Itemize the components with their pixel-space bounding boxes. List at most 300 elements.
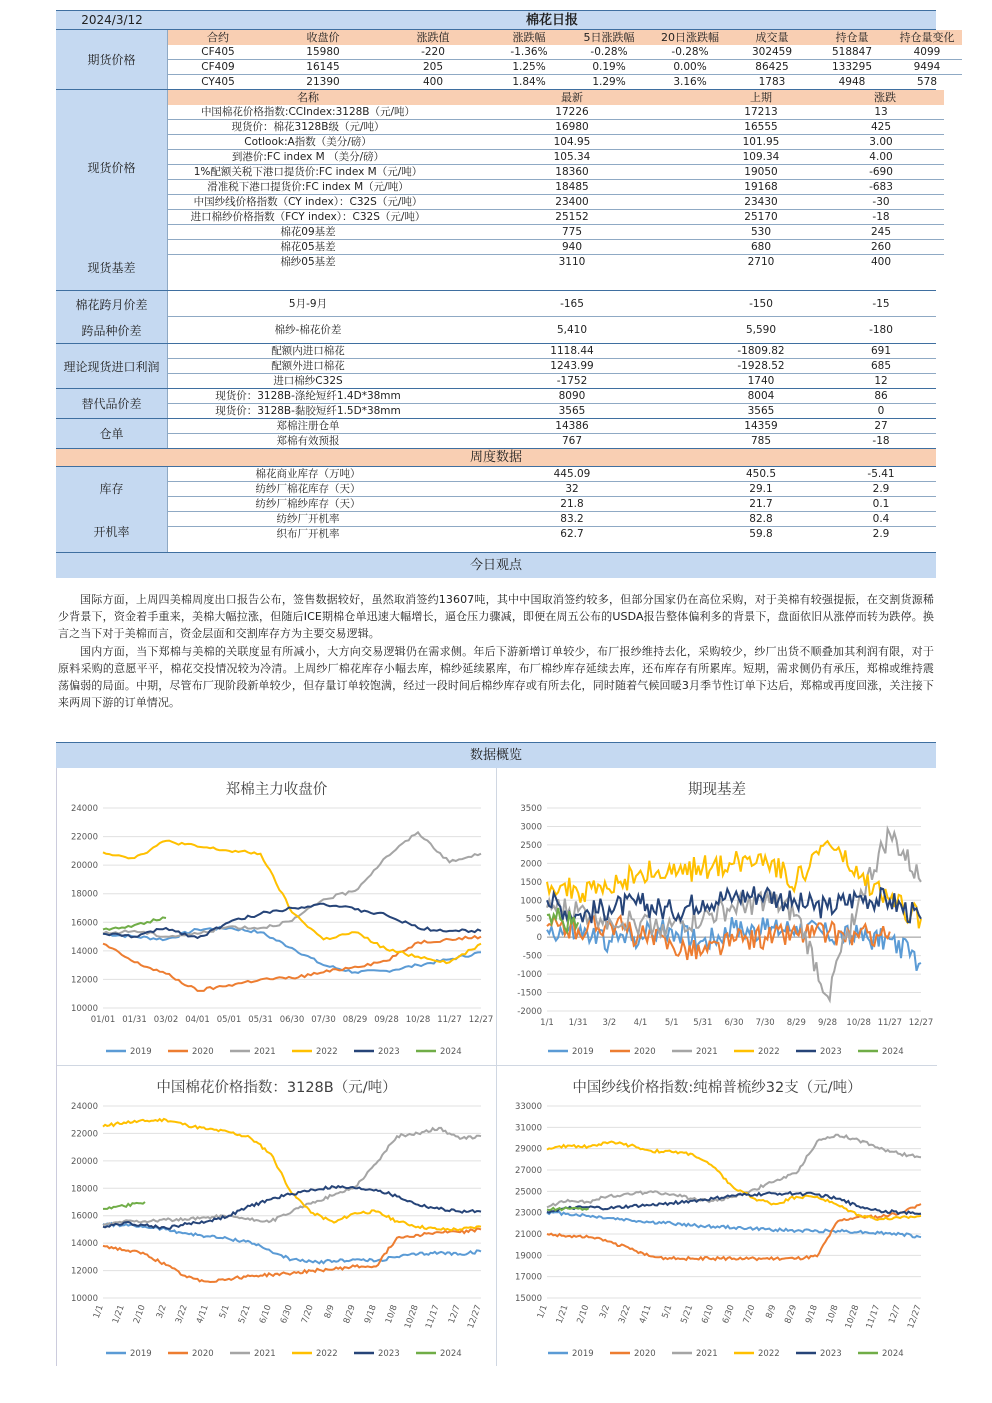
cell: -683 — [869, 181, 893, 193]
series-line-2021 — [103, 1128, 481, 1225]
cell: 302459 — [751, 46, 793, 58]
cell: CF405 — [201, 46, 235, 58]
cell: 62.7 — [560, 528, 584, 540]
x-tick-label: 05/31 — [248, 1015, 273, 1025]
y-tick-label: -1500 — [517, 988, 542, 999]
x-tick-label: 4/11 — [194, 1303, 211, 1325]
cell: 1740 — [747, 375, 775, 387]
x-tick-label: 7/20 — [299, 1303, 316, 1325]
legend-label: 2020 — [192, 1047, 214, 1057]
cell: 27 — [874, 420, 888, 432]
table-row — [168, 344, 936, 359]
chart-title: 期现基差 — [688, 782, 746, 798]
y-tick-label: 17000 — [514, 1272, 542, 1283]
x-tick-label: 01/01 — [90, 1015, 116, 1025]
y-tick-label: 21000 — [514, 1230, 542, 1240]
x-tick-label: 10/8 — [824, 1303, 841, 1325]
cell: 棉花05基差 — [280, 241, 336, 253]
cell: 5,590 — [745, 324, 777, 336]
opinion-title: 今日观点 — [56, 552, 936, 578]
x-tick-label: 4/11 — [637, 1303, 654, 1325]
y-tick-label: 2500 — [520, 840, 542, 851]
report-date: 2024/3/12 — [81, 13, 143, 27]
chart-panel — [497, 1066, 937, 1366]
x-tick-label: 10/28 — [843, 1303, 862, 1331]
legend-label: 2021 — [254, 1047, 276, 1057]
cell: 1118.44 — [550, 345, 594, 357]
cell: 0.1 — [872, 498, 890, 510]
y-tick-label: 18000 — [70, 1184, 98, 1195]
futures-header: 5日涨跌幅 — [583, 31, 635, 44]
table-row — [168, 105, 944, 120]
cell: 织布厂开机率 — [276, 528, 340, 540]
series-line-2021 — [103, 832, 481, 937]
report-header — [56, 10, 936, 30]
spot-section — [56, 89, 936, 290]
cell: 1.29% — [592, 76, 626, 88]
futures-section — [56, 30, 955, 89]
series-line-2023 — [547, 1192, 921, 1214]
cell: 133295 — [831, 61, 873, 73]
series-line-2022 — [103, 841, 481, 964]
cell: 4948 — [838, 76, 866, 88]
cell: 现货价：棉花3128B级（元/吨） — [231, 121, 385, 133]
chart-title: 郑棉主力收盘价 — [225, 782, 328, 798]
legend-label: 2022 — [316, 1047, 338, 1057]
x-tick-label: 5/1 — [217, 1303, 232, 1320]
legend-label: 2021 — [696, 1349, 718, 1359]
cell: 9494 — [913, 61, 941, 73]
cell: 3.00 — [869, 136, 893, 148]
substitute-label: 替代品价差 — [56, 389, 168, 418]
table-row — [168, 225, 944, 240]
cell: 纺纱厂棉纱库存（天） — [255, 498, 361, 510]
x-tick-label: 1/1 — [540, 1018, 554, 1028]
cell: 现货价：3128B-涤纶短纤1.4D*38mm — [215, 390, 401, 402]
cell: -180 — [869, 324, 893, 336]
cell: CF409 — [201, 61, 235, 73]
spread-label: 棉花跨月价差 — [56, 291, 168, 317]
x-tick-label: 8/9 — [322, 1303, 337, 1320]
spread-label: 跨品种价差 — [56, 317, 168, 343]
x-tick-label: 12/27 — [468, 1015, 494, 1025]
series-line-2024 — [103, 1202, 145, 1209]
y-tick-label: 31000 — [514, 1123, 542, 1134]
cell: 4099 — [913, 46, 941, 58]
legend-label: 2023 — [820, 1349, 842, 1359]
cell: 1243.99 — [550, 360, 594, 372]
legend-label: 2019 — [130, 1349, 152, 1359]
legend-label: 2019 — [572, 1047, 594, 1057]
table-row — [168, 527, 936, 541]
cell: 1783 — [758, 76, 786, 88]
x-tick-label: 11/17 — [864, 1303, 883, 1331]
series-line-2022 — [103, 1119, 481, 1231]
cell: 940 — [561, 241, 583, 253]
cell: 郑棉有效预报 — [276, 435, 340, 447]
x-tick-label: 1/21 — [110, 1303, 127, 1325]
cell: 2710 — [747, 256, 775, 268]
x-tick-label: 06/30 — [279, 1015, 305, 1025]
cell: CY405 — [201, 76, 235, 88]
cell: -18 — [872, 211, 890, 223]
spot-table — [168, 90, 944, 290]
cell: 15980 — [306, 46, 340, 58]
cell: 245 — [870, 226, 892, 238]
y-tick-label: 14000 — [70, 1239, 98, 1250]
futures-row — [168, 45, 962, 60]
cell: -1752 — [556, 375, 588, 387]
cell: -1.36% — [510, 46, 548, 58]
y-tick-label: 23000 — [514, 1208, 542, 1219]
y-tick-label: 3000 — [520, 822, 542, 833]
cell: 5月-9月 — [288, 298, 328, 310]
table-row — [168, 135, 944, 150]
spread-section — [56, 290, 936, 343]
cell: 21.8 — [560, 498, 584, 510]
series-line-2024 — [103, 917, 166, 929]
x-tick-label: 01/31 — [122, 1015, 147, 1025]
import-profit-section — [56, 343, 936, 388]
cell: 680 — [750, 241, 772, 253]
futures-label: 期货价格 — [56, 30, 168, 89]
chart-svg — [497, 1066, 937, 1366]
table-row — [168, 150, 944, 165]
cell: -0.28% — [590, 46, 628, 58]
y-tick-label: 16000 — [70, 1211, 98, 1222]
y-tick-label: 20000 — [70, 861, 98, 872]
y-tick-label: 3500 — [520, 804, 542, 814]
y-tick-label: 19000 — [514, 1251, 542, 1262]
cell: 101.95 — [742, 136, 780, 148]
y-tick-label: 29000 — [514, 1144, 542, 1155]
cell: 1.84% — [512, 76, 546, 88]
y-tick-label: 24000 — [70, 804, 98, 814]
x-tick-label: 2/10 — [575, 1303, 592, 1325]
cell: 785 — [750, 435, 772, 447]
overview-title: 数据概览 — [56, 742, 936, 768]
x-tick-label: 05/01 — [216, 1015, 242, 1025]
x-tick-label: 5/1 — [664, 1018, 679, 1028]
cell: 17213 — [744, 106, 778, 118]
weekly-title: 周度数据 — [56, 448, 936, 466]
cell: -30 — [872, 196, 890, 208]
y-tick-label: 0 — [536, 933, 542, 944]
y-tick-label: 1000 — [520, 896, 542, 907]
cell: 中国棉花价格指数:CCIndex:3128B（元/吨） — [200, 106, 416, 118]
x-tick-label: 3/2 — [602, 1018, 617, 1028]
chart-panel — [497, 768, 937, 1066]
x-tick-label: 7/20 — [741, 1303, 758, 1325]
legend-label: 2024 — [440, 1349, 462, 1359]
y-tick-label: 500 — [525, 914, 542, 925]
legend-label: 2022 — [758, 1047, 780, 1057]
x-tick-label: 10/28 — [405, 1015, 431, 1025]
table-row — [168, 240, 944, 255]
spot-price-label: 现货价格 — [87, 161, 136, 175]
x-tick-label: 6/30 — [724, 1018, 744, 1028]
cell: 8004 — [747, 390, 775, 402]
x-tick-label: 12/27 — [466, 1303, 484, 1331]
cell: -0.28% — [671, 46, 709, 58]
table-row — [168, 434, 936, 448]
x-tick-label: 11/27 — [437, 1015, 462, 1025]
spot-header: 涨跌 — [874, 91, 896, 104]
cell: 23430 — [744, 196, 778, 208]
cell: 17226 — [555, 106, 589, 118]
table-row — [168, 165, 944, 180]
x-tick-label: 04/01 — [185, 1015, 210, 1025]
x-tick-label: 6/10 — [700, 1303, 717, 1325]
cell: 425 — [870, 121, 892, 133]
series-line-2019 — [103, 927, 481, 973]
x-tick-label: 1/31 — [568, 1018, 588, 1028]
table-row — [168, 210, 944, 225]
table-row — [168, 497, 936, 512]
y-tick-label: 16000 — [70, 918, 98, 929]
x-tick-label: 5/21 — [236, 1303, 253, 1325]
cell: 16145 — [306, 61, 340, 73]
x-tick-label: 08/29 — [342, 1015, 368, 1025]
x-tick-label: 8/9 — [764, 1303, 779, 1320]
x-tick-label: 5/31 — [693, 1018, 713, 1028]
chart-title: 中国纱线价格指数:纯棉普梳纱32支（元/吨） — [572, 1080, 862, 1096]
cell: 25152 — [555, 211, 589, 223]
cell: 配额内进口棉花 — [271, 345, 345, 357]
cell: 59.8 — [749, 528, 773, 540]
cell: 纺纱厂开机率 — [276, 513, 340, 525]
warehouse-table — [168, 419, 936, 448]
futures-header: 20日涨跌幅 — [661, 31, 719, 44]
cell: 400 — [870, 256, 892, 268]
cell: 685 — [870, 360, 892, 372]
cell: 14386 — [555, 420, 589, 432]
opinion-paragraph: 国内方面，当下郑棉与美棉的关联度显有所减小，大方向交易逻辑仍在需求侧。年后下游新增订单较少，布厂报纱维持去化，采购较少，纱厂出货不顺叠加其利润有限，对于原料采购的意愿平平，棉花交投情况较为冷清。上周纱厂棉花库存小幅去库，棉纱延续累库，布厂棉纱库存延续去库，还布库存有所累库。短期，需求侧仍有承压，郑棉或维持震荡偏弱的局面。中期，尽管布厂现阶段新单较少，但存量订单较饱满，经过一段时间后棉纱库存或有所去化，同时随着气候回暖3月季节性订单下达后，郑棉或再度回涨，关注接下来两周下游的订单情况。 — [58, 644, 934, 710]
charts-grid — [56, 768, 936, 1366]
legend-label: 2020 — [192, 1349, 214, 1359]
x-tick-label: 1/21 — [554, 1303, 571, 1325]
futures-row — [168, 60, 962, 75]
x-tick-label: 1/1 — [535, 1303, 550, 1320]
legend-label: 2020 — [634, 1349, 656, 1359]
cell: 5,410 — [556, 324, 588, 336]
spread-row — [56, 291, 936, 317]
x-tick-label: 10/28 — [846, 1018, 871, 1028]
y-tick-label: 33000 — [514, 1102, 542, 1112]
x-tick-label: 6/30 — [278, 1303, 295, 1325]
chart-title: 中国棉花价格指数：3128B（元/吨） — [156, 1080, 397, 1096]
futures-header: 成交量 — [755, 31, 789, 44]
cell: -18 — [872, 435, 890, 447]
y-tick-label: 14000 — [70, 946, 98, 957]
cell: 12 — [874, 375, 888, 387]
futures-header: 持仓量 — [835, 31, 869, 44]
table-row — [168, 374, 936, 388]
legend-label: 2024 — [440, 1047, 462, 1057]
cell: 21.7 — [749, 498, 773, 510]
cell: 29.1 — [749, 483, 773, 495]
table-row — [168, 482, 936, 497]
x-tick-label: 9/28 — [817, 1018, 838, 1028]
daily-report — [56, 10, 955, 1366]
cell: 32 — [565, 483, 579, 495]
import-profit-table — [168, 344, 936, 388]
cell: 2.9 — [872, 528, 890, 540]
cell: 104.95 — [553, 136, 591, 148]
chart-panel — [57, 768, 497, 1066]
cell: 105.34 — [553, 151, 591, 163]
futures-header: 涨跌幅 — [512, 31, 546, 44]
cell: 2.9 — [872, 483, 890, 495]
cell: 郑棉注册仓单 — [276, 420, 340, 432]
cell: 14359 — [744, 420, 778, 432]
cell: 棉花09基差 — [280, 226, 336, 238]
report-title: 棉花日报 — [525, 13, 578, 28]
cell: 23400 — [555, 196, 589, 208]
spot-header: 上期 — [750, 91, 772, 104]
substitute-section — [56, 388, 936, 418]
cell: 纺纱厂棉花库存（天） — [255, 483, 361, 495]
cell: 3110 — [558, 256, 586, 268]
legend-label: 2021 — [254, 1349, 276, 1359]
y-tick-label: -2000 — [517, 1007, 542, 1017]
x-tick-label: 6/10 — [257, 1303, 274, 1325]
cell: 到港价:FC index M （美分/磅） — [231, 151, 385, 163]
cell: 530 — [750, 226, 772, 238]
y-tick-label: 18000 — [70, 889, 98, 900]
cell: 棉纱-棉花价差 — [274, 324, 342, 336]
cell: 16555 — [744, 121, 778, 133]
chart-svg — [57, 1066, 497, 1366]
cell: -15 — [872, 298, 890, 310]
spot-header: 最新 — [561, 91, 583, 104]
futures-header: 涨跌值 — [416, 31, 450, 44]
x-tick-label: 3/22 — [617, 1303, 633, 1325]
cell: 83.2 — [560, 513, 584, 525]
y-tick-label: 20000 — [70, 1156, 98, 1167]
cell: 21390 — [306, 76, 340, 88]
x-tick-label: 5/21 — [679, 1303, 696, 1325]
opinion-text — [56, 578, 936, 742]
x-tick-label: 07/30 — [311, 1015, 336, 1025]
cell: Cotlook:A指数（美分/磅） — [244, 136, 372, 148]
x-tick-label: 9/18 — [362, 1303, 379, 1325]
x-tick-label: 12/7 — [446, 1303, 463, 1325]
cell: 400 — [422, 76, 444, 88]
cell: 棉纱05基差 — [280, 256, 336, 268]
x-tick-label: 2/10 — [131, 1303, 148, 1325]
table-row — [168, 359, 936, 374]
cell: 19050 — [744, 166, 778, 178]
legend-label: 2019 — [572, 1349, 594, 1359]
table-row — [168, 255, 944, 269]
legend-label: 2023 — [820, 1047, 842, 1057]
y-tick-label: -1000 — [517, 970, 542, 981]
cell: 0.00% — [673, 61, 707, 73]
x-tick-label: 10/8 — [383, 1303, 400, 1325]
cell: 767 — [561, 435, 583, 447]
x-tick-label: 10/28 — [403, 1303, 421, 1331]
cell: 450.5 — [745, 468, 777, 480]
futures-header-row — [168, 30, 962, 45]
cell: 578 — [916, 76, 938, 88]
cell: 16980 — [555, 121, 589, 133]
cell: 0.19% — [592, 61, 626, 73]
y-tick-label: 24000 — [70, 1102, 98, 1112]
futures-header: 持仓量变化 — [899, 31, 955, 44]
y-tick-label: -500 — [522, 951, 542, 962]
x-tick-label: 8/29 — [341, 1303, 358, 1325]
cell: 445.09 — [553, 468, 591, 480]
table-row — [168, 120, 944, 135]
cell: 18360 — [555, 166, 589, 178]
x-tick-label: 12/27 — [906, 1303, 924, 1331]
x-tick-label: 12/27 — [908, 1018, 934, 1028]
y-tick-label: 10000 — [70, 1004, 98, 1014]
cell: 配额外进口棉花 — [271, 360, 345, 372]
chart-svg — [497, 768, 937, 1066]
x-tick-label: 8/29 — [783, 1303, 800, 1325]
chart-svg — [57, 768, 497, 1066]
cell: 109.34 — [742, 151, 780, 163]
cell: 13 — [874, 106, 888, 118]
x-tick-label: 6/30 — [720, 1303, 737, 1325]
table-row — [168, 467, 936, 482]
y-tick-label: 27000 — [514, 1166, 542, 1176]
futures-row — [168, 75, 962, 89]
y-tick-label: 10000 — [70, 1294, 98, 1304]
legend-label: 2020 — [634, 1047, 656, 1057]
table-row — [168, 180, 944, 195]
legend-label: 2022 — [316, 1349, 338, 1359]
substitute-table — [168, 389, 936, 418]
cell: 205 — [422, 61, 444, 73]
cell: -165 — [560, 298, 584, 310]
cell: 8090 — [558, 390, 586, 402]
x-tick-label: 1/1 — [91, 1303, 106, 1320]
table-row — [168, 389, 936, 404]
cell: 691 — [870, 345, 892, 357]
y-tick-label: 12000 — [70, 975, 98, 986]
spot-labels — [56, 90, 168, 290]
cell: 82.8 — [749, 513, 773, 525]
weekly-labels — [56, 467, 168, 552]
table-row — [168, 195, 944, 210]
x-tick-label: 3/2 — [598, 1303, 613, 1320]
legend-label: 2019 — [130, 1047, 152, 1057]
x-tick-label: 9/18 — [804, 1303, 820, 1325]
cell: 0.4 — [872, 513, 890, 525]
cell: 775 — [561, 226, 583, 238]
legend-label: 2024 — [882, 1349, 904, 1359]
y-tick-label: 22000 — [70, 832, 98, 843]
cell: 518847 — [831, 46, 873, 58]
y-tick-label: 1500 — [520, 877, 542, 888]
spread-row — [56, 317, 936, 343]
cell: 1.25% — [512, 61, 546, 73]
weekly-section — [56, 466, 936, 552]
x-tick-label: 11/27 — [877, 1018, 903, 1028]
table-row — [168, 404, 936, 418]
futures-header: 收盘价 — [306, 31, 340, 44]
cell: 86425 — [755, 61, 789, 73]
cell: -690 — [869, 166, 893, 178]
cell: 中国纱线价格指数（CY index）：C32S（元/吨） — [193, 196, 423, 208]
cell: 进口棉纱价格指数（FCY index）：C32S（元/吨） — [190, 211, 426, 223]
cell: -1928.52 — [737, 360, 785, 372]
legend-label: 2023 — [378, 1047, 400, 1057]
x-tick-label: 09/28 — [374, 1015, 399, 1025]
